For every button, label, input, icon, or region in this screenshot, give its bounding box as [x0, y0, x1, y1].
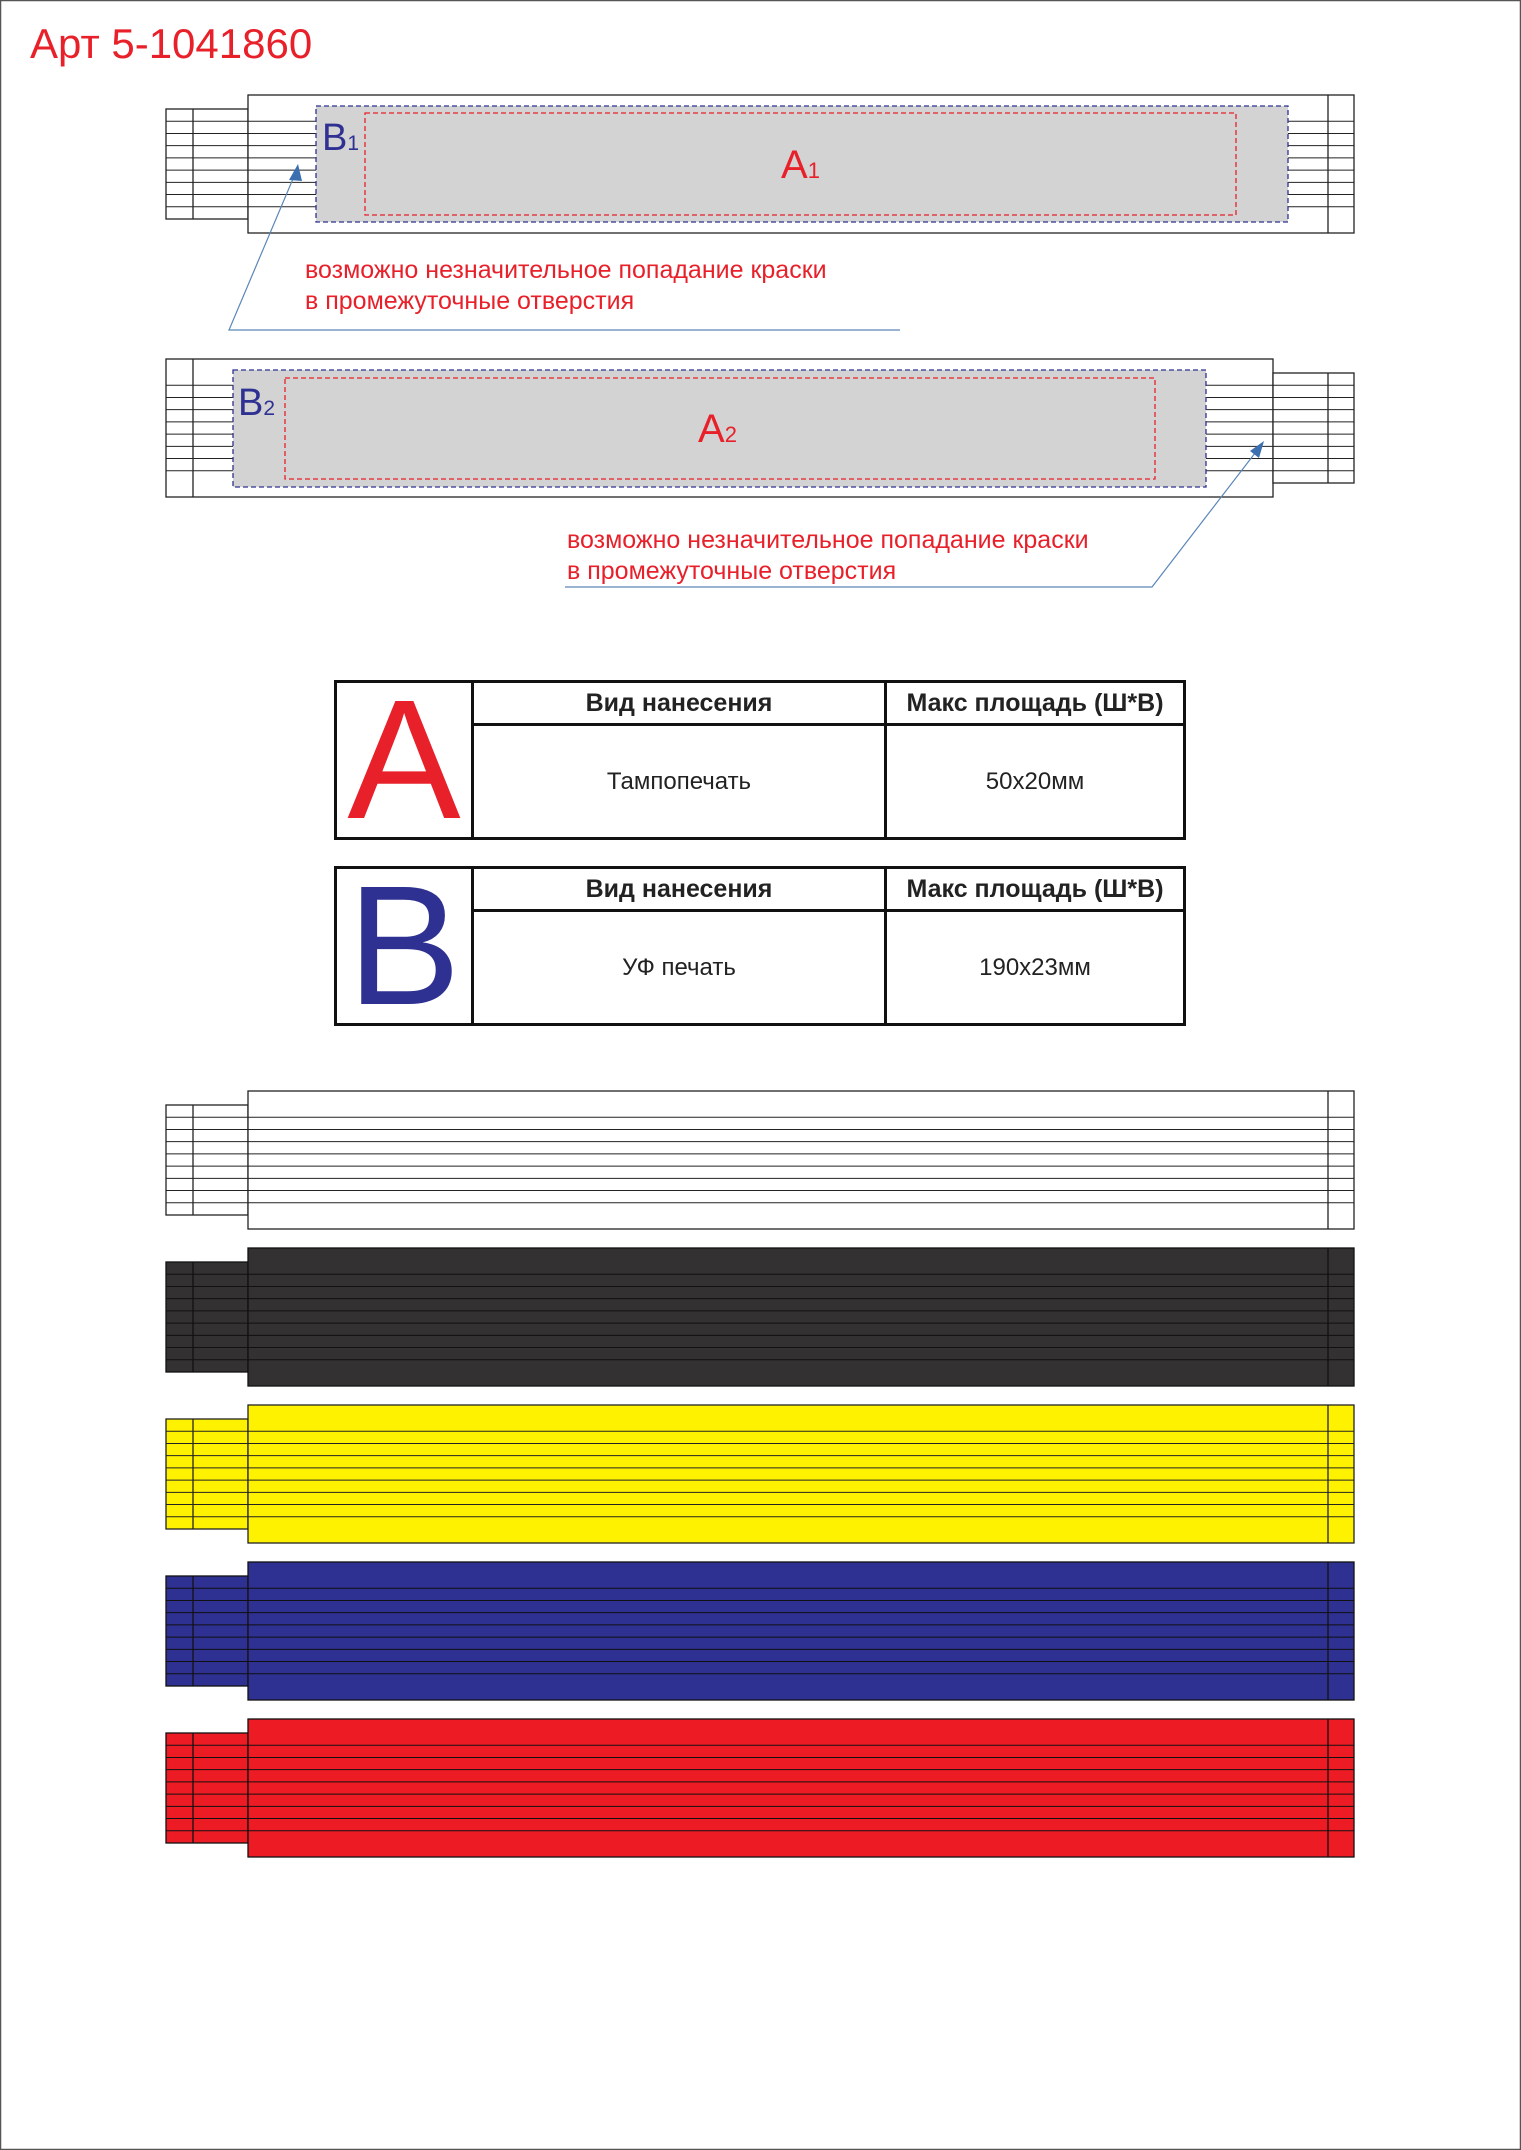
- strap-body: [248, 1248, 1354, 1386]
- method-a-area: 50x20мм: [985, 767, 1085, 795]
- strap-variant-red: [166, 1719, 1354, 1857]
- zone-a2-sub: 2: [724, 422, 737, 447]
- strap-left-tab: [166, 1733, 248, 1843]
- zone-a1-sub: 1: [807, 158, 820, 183]
- strap-variant-white: [166, 1091, 1354, 1229]
- article-title: Арт 5-1041860: [30, 20, 313, 67]
- strap-left-tab: [166, 1262, 248, 1372]
- method-b-area: 190x23мм: [979, 953, 1091, 981]
- zone-a1-letter: A: [781, 143, 808, 187]
- strap-body: [248, 1405, 1354, 1543]
- method-table-b: [334, 851, 1186, 1041]
- zone-b2-letter: B: [238, 382, 264, 424]
- zone-a2-letter: A: [698, 407, 725, 451]
- strap-left-tab: [166, 1419, 248, 1529]
- strap-variant-yellow: [166, 1405, 1354, 1543]
- method-a-letter: A: [337, 683, 474, 837]
- paint-note-2-line-2: в промежуточные отверстия: [567, 557, 897, 585]
- method-b-value: УФ печать: [474, 912, 887, 1023]
- zone-b1-sub: 1: [347, 132, 360, 155]
- strap-variant-blue: [166, 1562, 1354, 1700]
- method-b-header-area: Макс площадь (Ш*В): [887, 869, 1183, 912]
- color-variants: [166, 1091, 1354, 1857]
- paint-note-2-line-1: возможно незначительное попадание краски: [567, 526, 1089, 554]
- paint-note-2: [567, 525, 1089, 587]
- method-a-header-method: Вид нанесения: [474, 683, 887, 726]
- strap-body: [248, 1091, 1354, 1229]
- zone-b1-letter: B: [322, 117, 348, 159]
- strap-right-tab: [1273, 373, 1354, 483]
- paint-note-1-line-1: возможно незначительное попадание краски: [305, 256, 827, 284]
- method-b-letter: B: [337, 869, 474, 1023]
- paint-note-1: [305, 255, 827, 317]
- paint-note-1-line-2: в промежуточные отверстия: [305, 287, 635, 315]
- method-a-value: Тампопечать: [474, 726, 887, 837]
- strap-variant-black: [166, 1248, 1354, 1386]
- zone-b2-sub: 2: [263, 397, 276, 420]
- method-table-a: [334, 665, 1186, 855]
- strap-left-tab: [166, 1576, 248, 1686]
- strap-body: [248, 1562, 1354, 1700]
- strap-body: [248, 1719, 1354, 1857]
- strap-left-tab: [166, 1105, 248, 1215]
- strap-left-tab: [166, 109, 248, 219]
- method-a-header-area: Макс площадь (Ш*В): [887, 683, 1183, 726]
- method-b-header-method: Вид нанесения: [474, 869, 887, 912]
